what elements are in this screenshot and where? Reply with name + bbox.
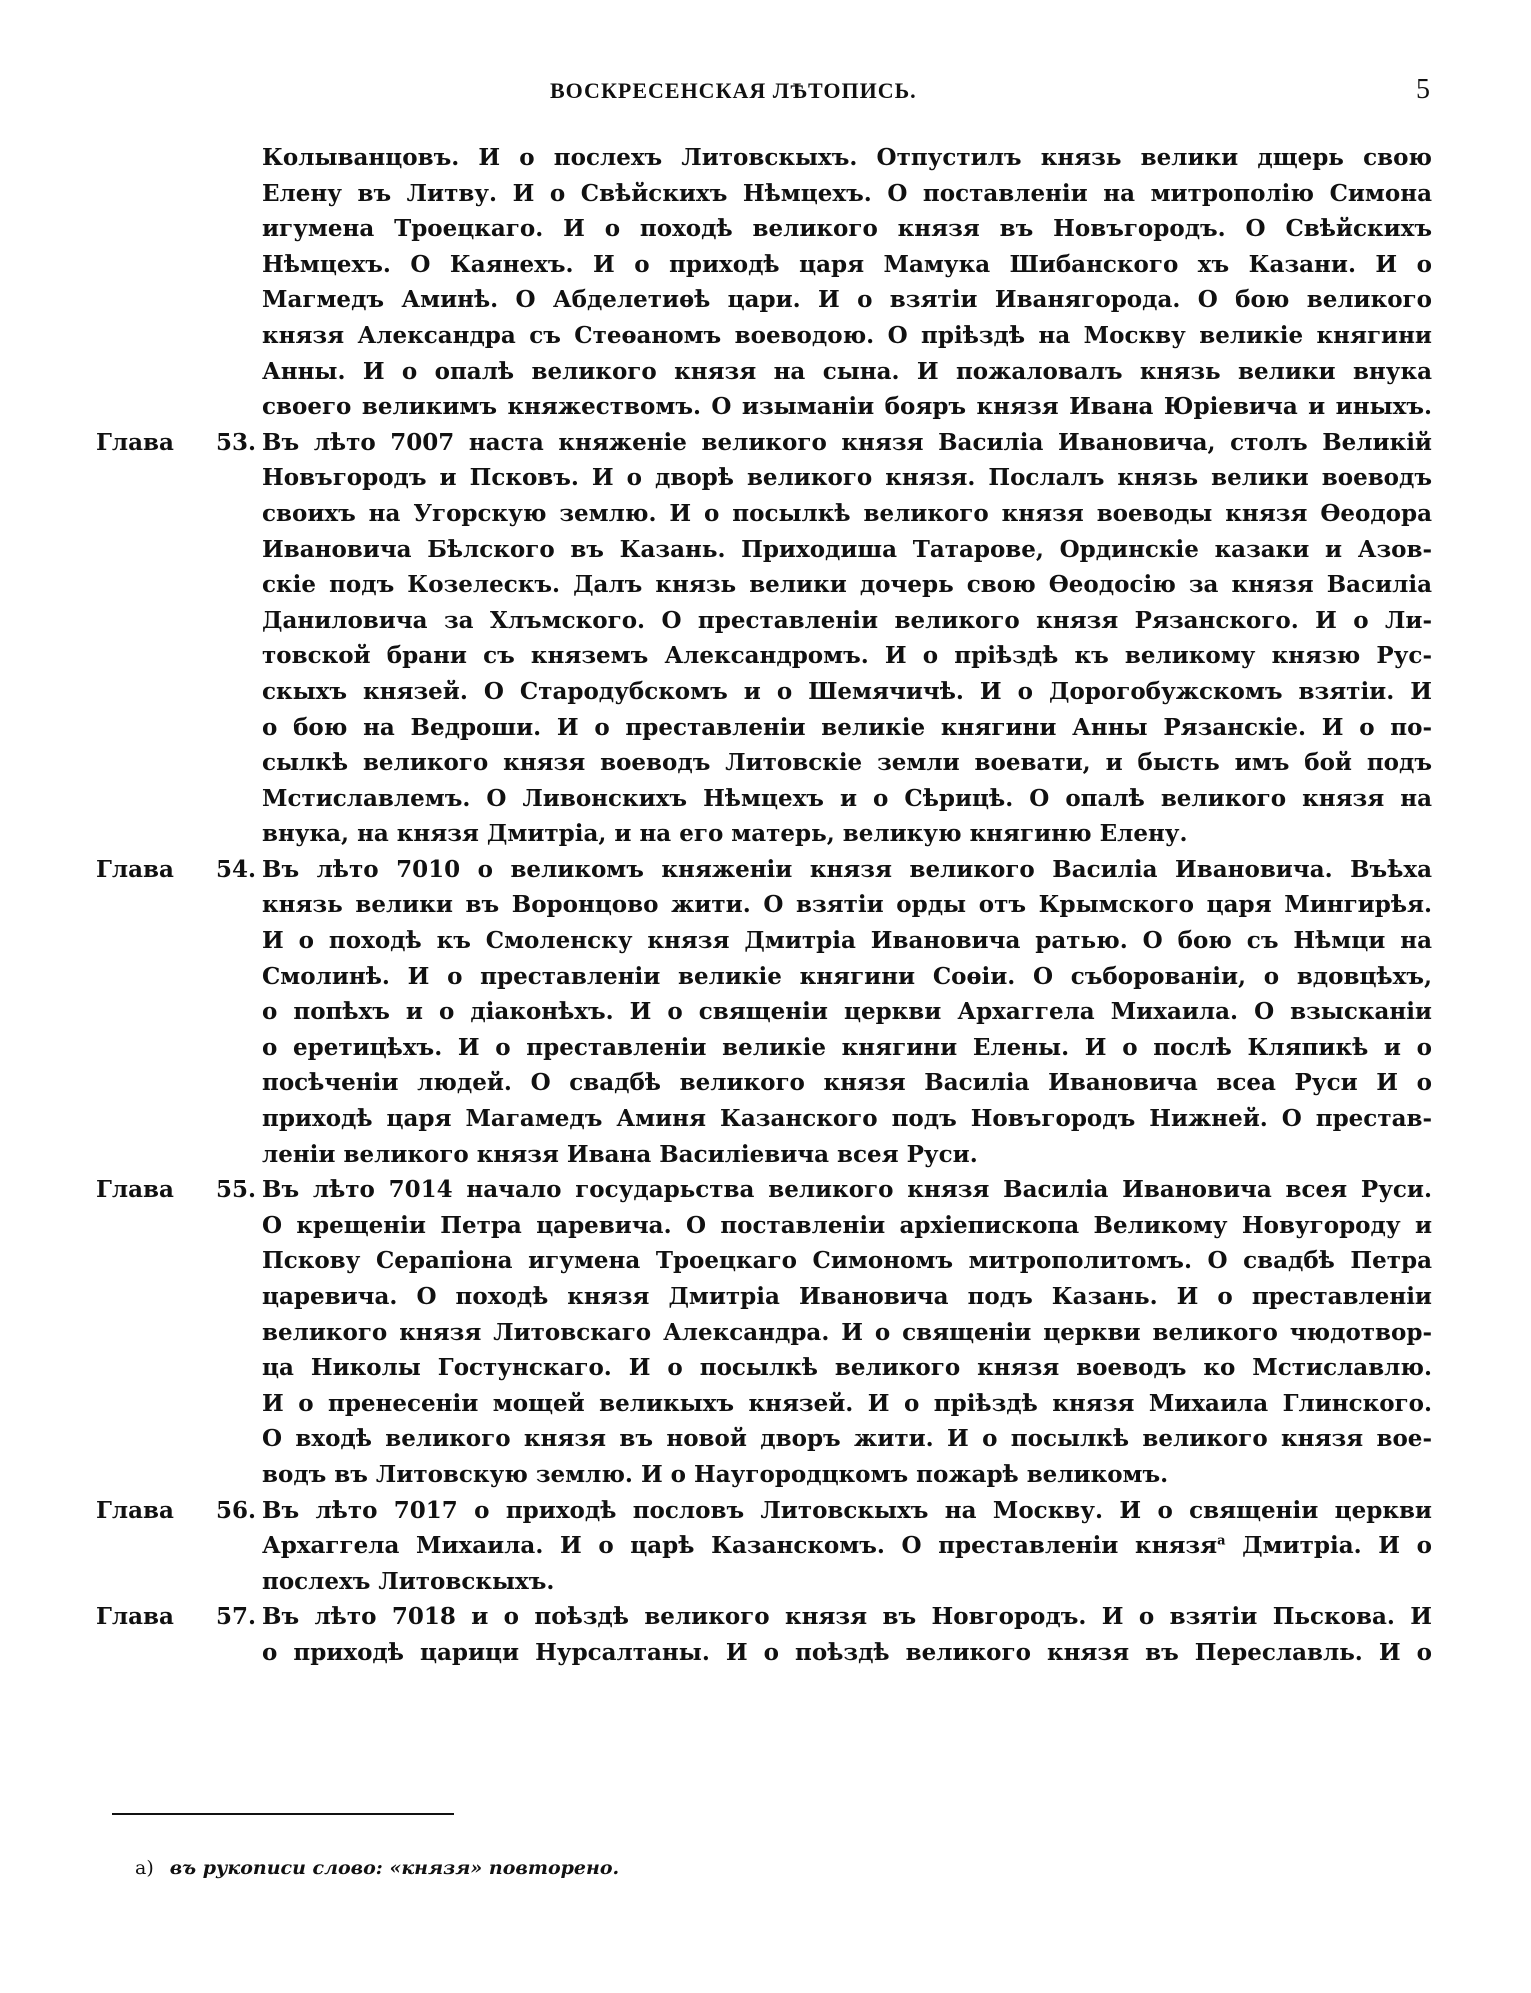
text-line (262, 674, 1432, 710)
line-text: Въ лѣто 7018 и о поѣздѣ великого князя въ Новгородъ. И о взятіи Пьскова. И (262, 1603, 1432, 1631)
text-line (96, 1172, 1432, 1208)
text-line (262, 959, 1432, 995)
footnote-divider (112, 1813, 454, 1815)
text-line (262, 1421, 1432, 1457)
line-text: О крещеніи Петра царевича. О поставленіи архіепископа Великому Новугороду и (262, 1211, 1432, 1239)
text-line (262, 176, 1432, 212)
chapter-label: Глава 56. (96, 1496, 256, 1524)
text-line (262, 532, 1432, 568)
text-line (262, 923, 1432, 959)
text-line (96, 852, 1432, 888)
line-text: товской брани съ княземъ Александромъ. И о пріѣздѣ къ великому князю Рус- (262, 642, 1432, 670)
text-line (262, 140, 1432, 176)
line-text: Въ лѣто 7014 начало государьства великого князя Василіа Ивановича всея Руси. (262, 1176, 1432, 1204)
line-text: князь велики въ Воронцово жити. О взятіи орды отъ Крымского царя Мингирѣя. (262, 891, 1432, 919)
text-line (262, 389, 1432, 425)
line-text: Въ лѣто 7017 о приходѣ пословъ Литовскыхъ на Москву. И о священіи церкви (262, 1496, 1432, 1524)
footnote (135, 1857, 619, 1879)
text-line (262, 1564, 1432, 1600)
page-number: 5 (1416, 74, 1430, 105)
line-text: внука, на князя Дмитріа, и на его матерь, великую княгиню Елену. (262, 820, 1188, 848)
line-text: князя Александра съ Стеѳаномъ воеводою. О пріѣздѣ на Москву великіе княгини (262, 321, 1432, 349)
line-text: о еретицѣхъ. И о преставленіи великіе княгини Елены. И о послѣ Кляпикѣ и о (262, 1033, 1432, 1061)
text-line (262, 1243, 1432, 1279)
line-text-tail: Дмитріа. И о (1225, 1532, 1432, 1560)
line-text: Анны. И о опалѣ великого князя на сына. И пожаловалъ князь велики внука (262, 357, 1432, 385)
text-line (262, 1528, 1432, 1564)
text-line (96, 425, 1432, 461)
line-text: Архаггела Михаила. И о царѣ Казанскомъ. О преставленіи князя (262, 1532, 1218, 1560)
chapter-list (96, 140, 1432, 1671)
text-line (262, 496, 1432, 532)
line-text: Магмедъ Аминѣ. О Абделетиѳѣ цари. И о взятіи Иванягорода. О бою великого (262, 286, 1432, 314)
text-line (262, 1386, 1432, 1422)
footnote-text: въ рукописи слово: «князя» повторено. (169, 1857, 620, 1879)
line-text: Новъгородъ и Псковъ. И о дворѣ великого князя. Послалъ князь велики воеводъ (262, 464, 1432, 492)
line-text: Пскову Серапіона игумена Троецкаго Симономъ митрополитомъ. О свадбѣ Петра (262, 1247, 1432, 1275)
line-text: Ивановича Бѣлского въ Казань. Приходиша Татарове, Ординскіе казаки и Азов- (262, 535, 1432, 563)
line-text: о попѣхъ и о діаконѣхъ. И о священіи церкви Архаггела Михаила. О взысканіи (262, 998, 1432, 1026)
line-text: Нѣмцехъ. О Каянехъ. И о приходѣ царя Мамука Шибанского хъ Казани. И о (262, 250, 1432, 278)
text-line (262, 1350, 1432, 1386)
line-text: Мстиславлемъ. О Ливонскихъ Нѣмцехъ и о Сѣрицѣ. О опалѣ великого князя на (262, 784, 1432, 812)
line-text: скіе подъ Козелескъ. Далъ князь велики дочерь свою Ѳеодосію за князя Василіа (262, 571, 1432, 599)
text-line (262, 994, 1432, 1030)
text-line (262, 1457, 1432, 1493)
text-line (96, 1599, 1432, 1635)
line-text: ца Николы Гостунскаго. И о посылкѣ великого князя воеводъ ко Мстиславлю. (262, 1354, 1432, 1382)
line-text: своего великимъ княжествомъ. О изыманіи бояръ князя Ивана Юріевича и иныхъ. (262, 393, 1432, 421)
line-text: И о походѣ къ Смоленску князя Дмитріа Ивановича ратью. О бою съ Нѣмци на (262, 927, 1432, 955)
line-text: леніи великого князя Ивана Василіевича всея Руси. (262, 1140, 978, 1168)
chapter-label: Глава 57. (96, 1603, 256, 1631)
text-line (262, 603, 1432, 639)
line-text: Смолинѣ. И о преставленіи великіе княгини Соѳіи. О съборованіи, о вдовцѣхъ, (262, 962, 1432, 990)
text-line (262, 887, 1432, 923)
line-text: игумена Троецкаго. И о походѣ великого князя въ Новъгородъ. О Свѣйскихъ (262, 215, 1432, 243)
line-text: Елену въ Литву. И о Свѣйскихъ Нѣмцехъ. О поставленіи на митрополію Симона (262, 179, 1432, 207)
text-line (262, 816, 1432, 852)
text-line (262, 211, 1432, 247)
text-line (262, 1208, 1432, 1244)
text-line (262, 1065, 1432, 1101)
line-text: великого князя Литовскаго Александра. И о священіи церкви великого чюдотвор- (262, 1318, 1432, 1346)
line-text: посѣченіи людей. О свадбѣ великого князя Василіа Ивановича всеа Руси И о (262, 1069, 1432, 1097)
line-text: Въ лѣто 7010 о великомъ княженіи князя великого Василіа Ивановича. Въѣха (262, 855, 1432, 883)
text-line (262, 460, 1432, 496)
text-line (262, 710, 1432, 746)
line-text: И о пренесеніи мощей великыхъ князей. И о пріѣздѣ князя Михаила Глинского. (262, 1389, 1432, 1417)
text-line (262, 638, 1432, 674)
text-line (262, 247, 1432, 283)
text-line (262, 567, 1432, 603)
running-title: ВОСКРЕСЕНСКАЯ ЛѢТОПИСЬ. (550, 78, 917, 103)
chapter-label: Глава 54. (96, 855, 256, 883)
text-line (262, 282, 1432, 318)
line-text: послехъ Литовскыхъ. (262, 1567, 555, 1595)
line-text: приходѣ царя Магамедъ Аминя Казанского подъ Новъгородъ Нижней. О престав- (262, 1105, 1432, 1133)
line-text: о бою на Ведроши. И о преставленіи великіе княгини Анны Рязанскіе. И о по- (262, 713, 1432, 741)
footnote-reference: а (1217, 1533, 1226, 1549)
line-text: Колыванцовъ. И о послехъ Литовскыхъ. Отпустилъ князь велики дщерь свою (262, 144, 1432, 171)
text-line (262, 1635, 1432, 1671)
text-line (262, 1279, 1432, 1315)
text-line (262, 781, 1432, 817)
text-line (262, 318, 1432, 354)
page-header (260, 74, 1430, 118)
line-text: Даниловича за Хлъмского. О преставленіи великого князя Рязанского. И о Ли- (262, 606, 1432, 634)
chapter-label: Глава 55. (96, 1176, 256, 1204)
line-text: скыхъ князей. О Стародубскомъ и о Шемячичѣ. И о Дорогобужскомъ взятіи. И (262, 677, 1432, 705)
chapter-label: Глава 53. (96, 428, 256, 456)
text-line (262, 745, 1432, 781)
line-text: сылкѣ великого князя воеводъ Литовскіе земли воевати, и бысть имъ бой подъ (262, 749, 1432, 777)
footnote-marker: а) (135, 1857, 154, 1879)
line-text: О входѣ великого князя въ новой дворъ жити. И о посылкѣ великого князя вое- (262, 1425, 1432, 1453)
text-line (262, 354, 1432, 390)
line-text: о приходѣ царици Нурсалтаны. И о поѣздѣ великого князя въ Переславль. И о (262, 1638, 1432, 1666)
line-text: своихъ на Угорскую землю. И о посылкѣ великого князя воеводы князя Ѳеодора (262, 499, 1432, 527)
text-line (262, 1137, 1432, 1173)
text-line (262, 1315, 1432, 1351)
line-text: водъ въ Литовскую землю. И о Наугородцкомъ пожарѣ великомъ. (262, 1460, 1169, 1488)
text-line (262, 1030, 1432, 1066)
text-line (262, 1101, 1432, 1137)
line-text: царевича. О походѣ князя Дмитріа Ивановича подъ Казань. И о преставленіи (262, 1283, 1432, 1310)
text-line (96, 1493, 1432, 1529)
line-text: Въ лѣто 7007 наста княженіе великого князя Василіа Ивановича, столъ Великій (262, 428, 1432, 456)
